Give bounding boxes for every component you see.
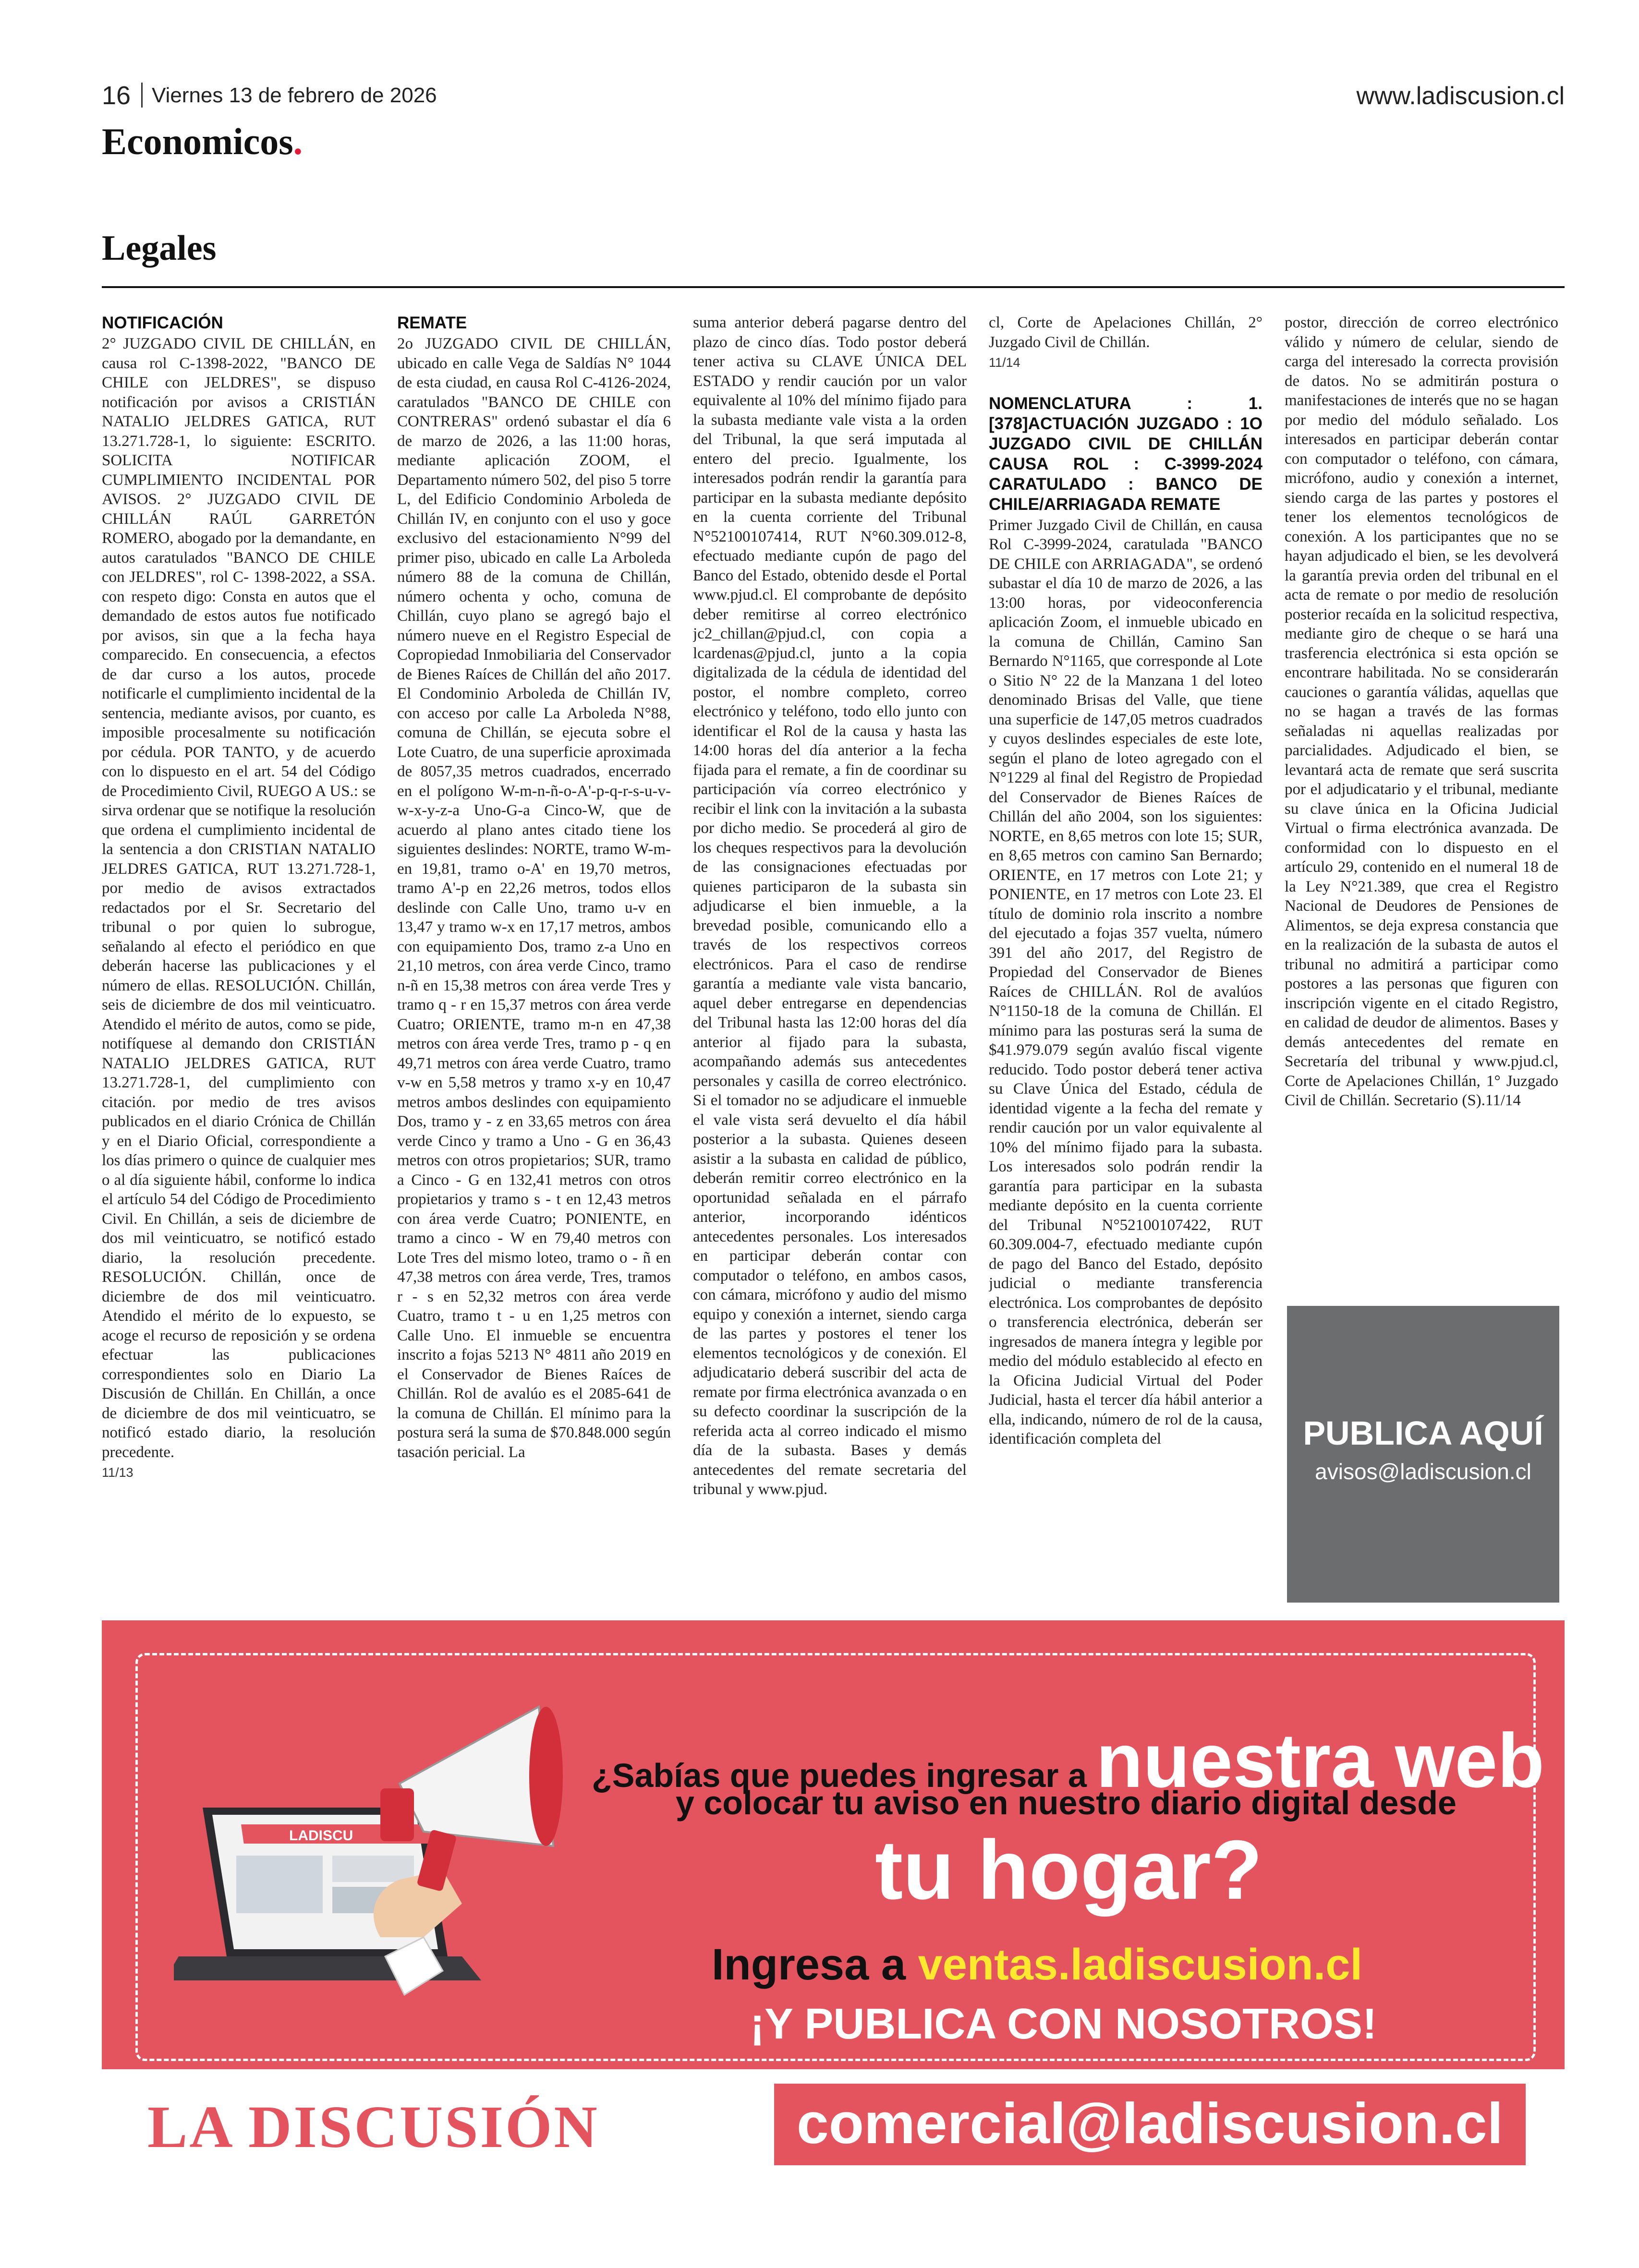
notice-body-remate-1b: suma anterior deberá pagarse dentro del plazo de cinco días. Todo postor deberá tener activa su CLAVE ÚNICA DEL ESTADO y rendir caución por un valor equivalente al 10% del mínimo fijado para la subasta mediante vale vista a la orden del Tribunal, la que será imputada al entero del precio. Igualmente, los interesados podrán rendir la garantía para participar en la subasta mediante depósito en la cuenta corriente del Tribunal N°52100107414, RUT N°60.309.012-8, efectuado mediante cupón de pago del Banco del Estado, obtenido desde el Portal www.pjud.cl. El comprobante de depósito deber remitirse al correo electrónico jc2_chillan@pjud.cl, con copia a lcardenas@pjud.cl, junto a la copia digitalizada de la cédula de identidad del postor, el nombre completo, correo electrónico y teléfono, todo ello junto con identificar el Rol de la causa y hasta las 14:00 horas del día anterior a la fecha fijada para el remate, a fin de coordinar su participación vía correo electrónico y recibir el link con la invitación a la subasta por dicho medio. Se procederá al giro de los cheques respectivos para la devolución de las consignaciones efectuadas por quienes participaron de la subasta sin adjudicarse el bien inmueble, a la brevedad posible, comunicando ello a través de los respectivos correos electrónicos. Para el caso de rendirse garantía a mediante vale vista bancario, aquel deber entregarse en dependencias del Tribunal hasta las 12:00 horas del día anterior al fijado para la subasta, acompañando además sus antecedentes personales y casilla de correo electrónico. Si el tomador no se adjudicare el inmueble el vale vista será devuelto el día hábil posterior a la subasta. Quienes deseen asistir a la subasta en calidad de público, deberán remitir correo electrónico en la oportunidad señalada en el párrafo anterior, incorporando idénticos antecedentes personales. Los interesados en participar deberán contar con computador o teléfono, en ambos casos, con cámara, micrófono y audio del mismo equipo y conexión a internet, siendo carga de las partes y postores el tener los elementos tecnológicos y de conexión. El adjudicatario deberá suscribir del acta de remate por firma electrónica avanzada o en su defecto coordinar la suscripción de la referida acta al correo indicado el mismo día de la subasta. Bases y demás antecedentes del remate secretaria del tribunal y www.pjud. [693, 314, 967, 1498]
publica-title: PUBLICA AQUÍ [1303, 1414, 1543, 1452]
page-header [102, 77, 1565, 110]
header-separator [141, 83, 143, 108]
publica-aqui-box[interactable] [1287, 1306, 1559, 1603]
column-1 [102, 313, 376, 1590]
notice-code-notificacion: 11/13 [102, 1465, 134, 1480]
column-4 [989, 313, 1263, 1590]
notice-code-remate-1: 11/14 [989, 355, 1020, 370]
issue-date: Viernes 13 de febrero de 2026 [152, 84, 437, 107]
site-url[interactable]: www.ladiscusion.cl [1356, 82, 1565, 110]
column-5 [1285, 313, 1558, 1259]
notice-heading-remate-1: REMATE [397, 314, 467, 332]
laptop-screen-logo: LADISCU [289, 1828, 353, 1844]
commercial-email[interactable]: comercial@ladiscusion.cl [797, 2091, 1503, 2156]
column-2 [397, 313, 671, 1590]
notice-heading-notificacion: NOTIFICACIÓN [102, 314, 223, 332]
publica-email[interactable]: avisos@ladiscusion.cl [1315, 1459, 1531, 1484]
notice-body-notificacion: 2° JUZGADO CIVIL DE CHILLÁN, en causa rol C-1398-2022, "BANCO DE CHILE con JELDRES", se dispuso notificación por avisos a CRISTIÁN NATALIO JELDRES GATICA, RUT 13.271.728-1, lo siguiente: ESCRITO. SOLICITA NOTIFICAR CUMPLIMIENTO INCIDENTAL POR AVISOS. 2° JUZGADO CIVIL DE CHILLÁN RAÚL GARRETÓN ROMERO, abogado por la demandante, en autos caratulados "BANCO DE CHILE con JELDRES", rol C- 1398-2022, a SSA. con respeto digo: Consta en autos que el demandado de estos autos fue notificado por avisos, sin que a la fecha haya comparecido. En consecuencia, a efectos de dar curso a los autos, procede notificarle el cumplimiento incidental de la sentencia, mediante avisos, por cuanto, es imposible procesalmente su notificación por cédula. POR TANTO, y de acuerdo con lo dispuesto en el art. 54 del Código de Procedimiento Civil, RUEGO A US.: se sirva ordenar que se notifique la resolución que ordena el cumplimiento incidental de la sentencia a don CRISTIAN NATALIO JELDRES GATICA, RUT 13.271.728-1, por medio de avisos extractados redactados por el Sr. Secretario del tribunal o por quien lo subrogue, señalando al efecto el periódico en que deberán hacerse las publicaciones y el número de ellas. RESOLUCIÓN. Chillán, seis de diciembre de dos mil veinticuatro. Atendido el mérito de autos, como se pide, notifíquese al demando don CRISTIÁN NATALIO JELDRES GATICA, RUT 13.271.728-1, del cumplimiento con citación. por medio de tres avisos publicados en el diario Crónica de Chillán y en el Diario Oficial, correspondiente a los días primero o quince de cualquier mes o al día siguiente hábil, conforme lo indica el artículo 54 del Código de Procedimiento Civil. En Chillán, a seis de diciembre de dos mil veinticuatro, se notificó estado diario, la resolución precedente. RESOLUCIÓN. Chillán, once de diciembre de dos mil veinticuatro. Atendido el mérito de lo expuesto, se acoge el recurso de reposición y se ordena efectuar las publicaciones correspondientes solo en Diario La Discusión de Chillán. En Chillán, a once de diciembre de dos mil veinticuatro, se notificó estado diario, la resolución precedente. [102, 335, 376, 1461]
notice-body-remate-2b: postor, dirección de correo electrónico válido y número de celular, siendo de carga del interesado la correcta provisión de datos. No se admitirán postura o manifestaciones de interés que no se hagan por medio del módulo señalado. Los interesados en participar deberán contar con computador o teléfono, con cámara, micrófono, audio y conexión a internet, siendo carga de las partes y postores el tener los elementos tecnológicos de conexión. A los participantes que no se hayan adjudicado el bien, se les devolverá la garantía previa orden del tribunal en el acta de remate o por medio de resolución posterior recaída en la solicitud respectiva, mediante giro de cheque o se hará una trasferencia electrónica si esta opción se encontrare habilitada. No se considerarán cauciones o garantía válidas, aquellas que no se hagan a través de las formas señaladas ni aquellas realizadas por parcialidades. Adjudicado el bien, se levantará acta de remate que será suscrita por el adjudicatario y el tribunal, mediante su clave única en la Oficina Judicial Virtual o firma electrónica avanzada. De conformidad con lo dispuesto en el artículo 29, contenido en el numeral 18 de la Ley N°21.389, que crea el Registro Nacional de Deudores de Pensiones de Alimentos, se deja expresa constancia que en la realización de la subasta de autos el tribunal no admitirá a participar como postores a las personas que figuren con inscripción vigente en el citado Registro, en calidad de deudor de alimentos. Bases y demás antecedentes del remate en Secretaría del tribunal y www.pjud.cl, Corte de Apelaciones Chillán, 1° Juzgado Civil de Chillán. Secretario (S).11/14 [1285, 314, 1558, 1109]
banner-line-3: tu hogar? [875, 1823, 1263, 1917]
notice-body-remate-1c: cl, Corte de Apelaciones Chillán, 2° Juzgado Civil de Chillán. [989, 314, 1263, 351]
commercial-email-box[interactable] [774, 2084, 1526, 2165]
section-rule [102, 286, 1565, 288]
banner-line-2: y colocar tu aviso en nuestro diario digital desde [676, 1784, 1457, 1822]
page-number: 16 [102, 81, 131, 110]
banner-sales-url[interactable]: ventas.ladiscusion.cl [918, 1940, 1363, 1989]
section-title [102, 120, 303, 163]
banner-line-4a: Ingresa a [712, 1940, 918, 1989]
column-3 [693, 313, 967, 1590]
brand-logo: LA DISCUSIÓN [147, 2094, 599, 2160]
section-title-text: Economicos [102, 121, 293, 162]
notice-body-remate-2a: Primer Juzgado Civil de Chillán, en causa Rol C-3999-2024, caratulada "BANCO DE CHILE con ARRIAGADA", se ordenó subastar el día 10 de marzo de 2026, a las 13:00 horas, por videoconferencia aplicación Zoom, el inmueble ubicado en la comuna de Chillán, Camino San Bernardo N°1165, que corresponde al Lote o Sitio N° 22 de la Manzana 1 del loteo denominado Brisas del Valle, que tiene una superficie de 147,05 metros cuadrados y cuyos deslindes especiales de este lote, según el plano de loteo agregado con el N°1229 al final del Registro de Propiedad del Conservador de Bienes Raíces de Chillán del año 2004, son los siguientes: NORTE, en 8,65 metros con lote 15; SUR, en 8,65 metros con camino San Bernardo; ORIENTE, en 17 metros con Lote 21; y PONIENTE, en 17 metros con Lote 23. El título de dominio rola inscrito a nombre del ejecutado a fojas 357 vuelta, número 391 del año 2017, del Registro de Propiedad del Conservador de Bienes Raíces de CHILLÁN. Rol de avalúos N°1150-18 de la comuna de Chillán. El mínimo para las posturas será la suma de $41.979.079 según avalúo fiscal vigente reducido. Todo postor deberá tener activa su Clave Única del Estado, cédula de identidad vigente a la fecha del remate y rendir caución por un valor equivalente al 10% del mínimo fijado para la subasta. Los interesados solo podrán rendir la garantía para participar en la subasta mediante depósito en la cuenta corriente del Tribunal N°52100107422, RUT 60.309.004-7, efectuado mediante cupón de pago del Banco del Estado, depósito judicial o mediante transferencia electrónica. Los comprobantes de depósito o transferencia electrónica, deberán ser ingresados de manera íntegra y legible por medio del módulo establecido al efecto en la Oficina Judicial Virtual del Poder Judicial, hasta el tercer día hábil anterior a ella, indicando, número de rol de la causa, identificación completa del [989, 516, 1263, 1448]
banner-line-1b: nuestra web [1096, 1717, 1544, 1803]
banner-line-5: ¡Y PUBLICA CON NOSOTROS! [750, 2000, 1377, 2048]
section-title-dot: . [293, 121, 303, 162]
web-ad-banner[interactable] [102, 1620, 1565, 2184]
megaphone-laptop-illustration [174, 1688, 563, 2024]
notice-body-remate-1a: 2o JUZGADO CIVIL DE CHILLÁN, ubicado en calle Vega de Saldías N° 1044 de esta ciudad, en causa Rol C-4126-2024, caratulados "BANCO DE CHILE con CONTRERAS" ordenó subastar el día 6 de marzo de 2026, a las 11:00 horas, mediante aplicación ZOOM, el Departamento número 502, del piso 5 torre L, del Edificio Condominio Arboleda de Chillán IV, en conjunto con el uso y goce exclusivo del estacionamiento N°99 del primer piso, ubicado en calle La Arboleda número 88 de la comuna de Chillán, número ochenta y ocho, comuna de Chillán, cuyo plano se agregó bajo el número nueve en el Registro Especial de Copropiedad Inmobiliaria del Conservador de Bienes Raíces de Chillán del año 2017. El Condominio Arboleda de Chillán IV, con acceso por calle La Arboleda N°88, comuna de Chillán, se ejecuta sobre el Lote Cuatro, de una superficie aproximada de 8057,35 metros cuadrados, encerrado en el polígono W-m-n-ñ-o-A'-p-q-r-s-u-v-w-x-y-z-a Uno-G-a Cinco-W, que de acuerdo al plano antes citado tiene los siguientes deslindes: NORTE, tramo W-m- en 19,81, tramo o-A' en 19,70 metros, tramo A'-p en 22,26 metros, todos ellos deslinde con Calle Uno, tramo u-v en 13,47 y tramo w-x en 17,17 metros, ambos con equipamiento Dos, tramo z-a Uno en 21,10 metros, con área verde Cinco, tramo n-ñ en 15,38 metros con área verde Tres y tramo q - r en 15,37 metros con área verde Cuatro; ORIENTE, tramo m-n en 47,38 metros con área verde Tres, tramo p - q en 49,71 metros con área verde Cuatro, tramo v-w en 5,58 metros y tramo x-y en 10,47 metros ambos deslindes con equipamiento Dos, tramo y - z en 33,65 metros con área verde Cinco y tramo a Uno - G en 36,43 metros con otros propietarios; SUR, tramo a Cinco - G en 132,41 metros con otros propietarios y tramo s - t en 12,43 metros con área verde Cuatro; PONIENTE, en tramo a cinco - W en 79,40 metros con Lote Tres del mismo loteo, tramo o - ñ en 47,38 metros con área verde, Tres, tramos r - s en 52,32 metros con área verde Cuatro, tramo t - u en 1,25 metros con Calle Uno. El inmueble se encuentra inscrito a fojas 5213 N° 4811 año 2019 en el Conservador de Bienes Raíces de Chillán. Rol de avalúo es el 2085-641 de la comuna de Chillán. El mínimo para la postura será la suma de $70.848.000 según tasación pericial. La [397, 335, 671, 1461]
subsection-title: Legales [102, 229, 217, 268]
notice-heading-remate-2: NOMENCLATURA : 1. [378]ACTUACIÓN JUZGADO : 1O JUZGADO CIVIL DE CHILLÁN CAUSA ROL : C-3999-2024 CARATULADO : BANCO DE CHILE/ARRIAGADA REMATE [989, 394, 1263, 514]
banner-line-1a: ¿Sabías que puedes ingresar a [592, 1757, 1096, 1794]
banner-line-4 [712, 1940, 1362, 1990]
